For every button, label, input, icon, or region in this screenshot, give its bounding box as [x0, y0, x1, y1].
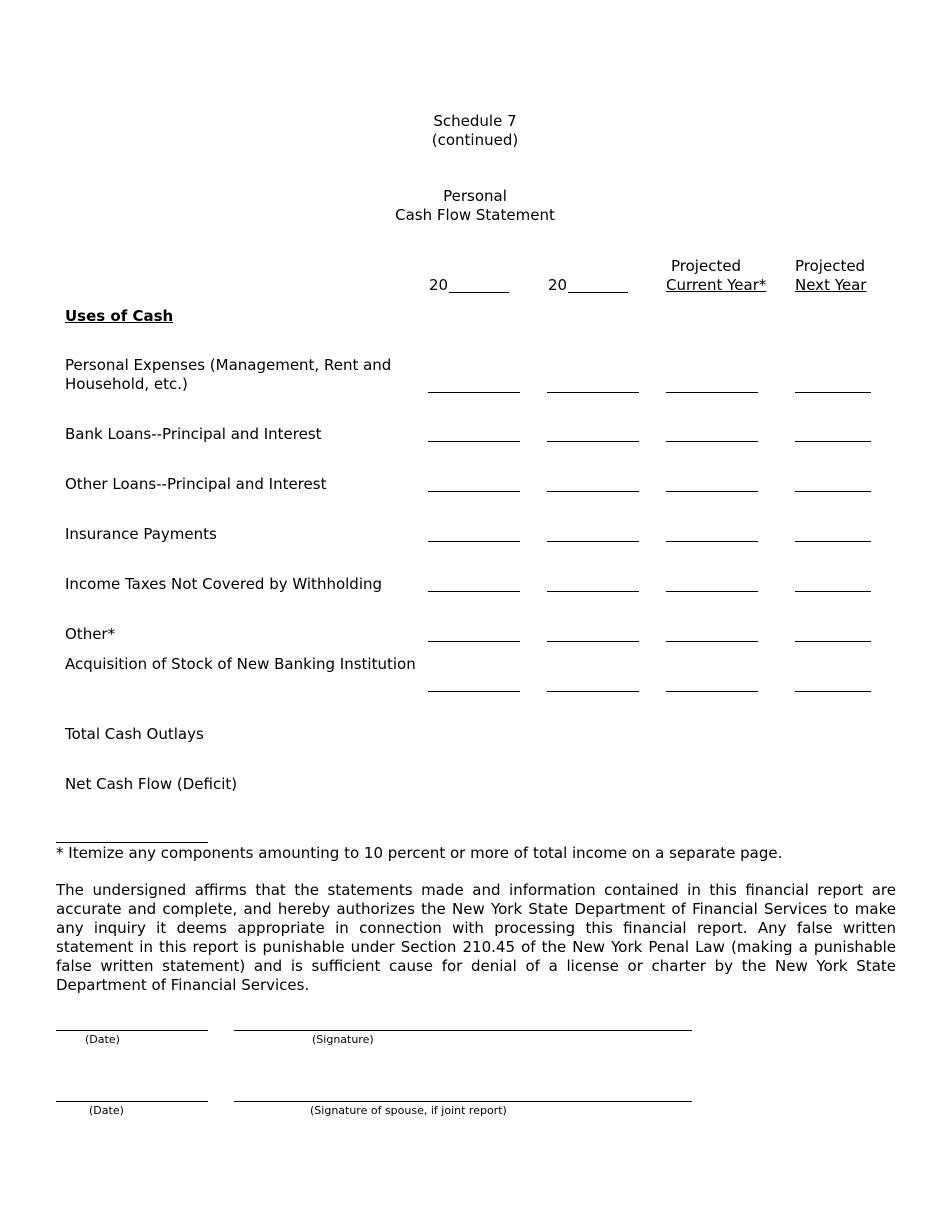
row-label: Other*	[65, 625, 116, 643]
col1-year-blank[interactable]	[449, 292, 509, 293]
total-cash-outlays: Total Cash Outlays	[65, 725, 204, 743]
col2-header: 20	[548, 276, 568, 294]
amount-blank-row4-col4[interactable]	[795, 541, 871, 542]
amount-blank-row6-col3[interactable]	[666, 641, 758, 642]
amount-blank-row5-col2[interactable]	[547, 591, 639, 592]
col2-year-blank[interactable]	[568, 292, 628, 293]
row-label: Acquisition of Stock of New Banking Institution	[65, 655, 416, 673]
amount-blank-row5-col3[interactable]	[666, 591, 758, 592]
net-cash-flow: Net Cash Flow (Deficit)	[65, 775, 238, 793]
row-label: Bank Loans--Principal and Interest	[65, 425, 322, 443]
col4-header-line2: Next Year	[795, 276, 867, 294]
col1-header: 20	[429, 276, 449, 294]
signature-line-2[interactable]	[234, 1101, 692, 1102]
row-label: Other Loans--Principal and Interest	[65, 475, 327, 493]
row-label: Insurance Payments	[65, 525, 217, 543]
footnote: * Itemize any components amounting to 10 percent or more of total income on a separate page.	[56, 844, 783, 862]
date-caption-1: (Date)	[85, 1033, 120, 1046]
amount-blank-row3-col3[interactable]	[666, 491, 758, 492]
signature-line-1[interactable]	[234, 1030, 692, 1031]
row-label: Household, etc.)	[65, 375, 188, 393]
amount-blank-row7-col1[interactable]	[428, 691, 520, 692]
date-caption-2: (Date)	[89, 1104, 124, 1117]
section-heading: Uses of Cash	[65, 307, 174, 325]
row-label: Income Taxes Not Covered by Withholding	[65, 575, 383, 593]
amount-blank-row1-col4[interactable]	[795, 392, 871, 393]
col3-header-line2: Current Year*	[666, 276, 767, 294]
col3-header-line1: Projected	[671, 257, 742, 275]
amount-blank-row6-col2[interactable]	[547, 641, 639, 642]
amount-blank-row1-col3[interactable]	[666, 392, 758, 393]
amount-blank-row7-col4[interactable]	[795, 691, 871, 692]
col4-header-line1: Projected	[795, 257, 866, 275]
amount-blank-row7-col3[interactable]	[666, 691, 758, 692]
title-line1: Personal	[443, 187, 507, 205]
amount-blank-row5-col1[interactable]	[428, 591, 520, 592]
amount-blank-row3-col2[interactable]	[547, 491, 639, 492]
amount-blank-row4-col3[interactable]	[666, 541, 758, 542]
amount-blank-row4-col1[interactable]	[428, 541, 520, 542]
amount-blank-row2-col3[interactable]	[666, 441, 758, 442]
amount-blank-row3-col1[interactable]	[428, 491, 520, 492]
title-line2: Cash Flow Statement	[395, 206, 555, 224]
signature-caption-2: (Signature of spouse, if joint report)	[310, 1104, 507, 1117]
footnote-rule	[56, 842, 208, 843]
schedule-label: Schedule 7	[433, 112, 517, 130]
amount-blank-row6-col1[interactable]	[428, 641, 520, 642]
date-line-1[interactable]	[56, 1030, 208, 1031]
signature-caption-1: (Signature)	[312, 1033, 374, 1046]
amount-blank-row2-col2[interactable]	[547, 441, 639, 442]
amount-blank-row7-col2[interactable]	[547, 691, 639, 692]
amount-blank-row2-col1[interactable]	[428, 441, 520, 442]
amount-blank-row5-col4[interactable]	[795, 591, 871, 592]
affirmation-paragraph: The undersigned affirms that the statements made and information contained in this financial report are accurate and complete, and hereby authorizes the New York State Department of Financial Services to make any inquiry it deems appropriate in connection with processing this financial report. Any false written statement in this report is punishable under Section 210.45 of the New York Penal Law (making a punishable false written statement) and is sufficient cause for denial of a license or charter by the New York State Department of Financial Services.	[56, 881, 896, 994]
row-label: Personal Expenses (Management, Rent and	[65, 356, 392, 374]
date-line-2[interactable]	[56, 1101, 208, 1102]
amount-blank-row1-col2[interactable]	[547, 392, 639, 393]
amount-blank-row1-col1[interactable]	[428, 392, 520, 393]
amount-blank-row4-col2[interactable]	[547, 541, 639, 542]
amount-blank-row6-col4[interactable]	[795, 641, 871, 642]
amount-blank-row3-col4[interactable]	[795, 491, 871, 492]
amount-blank-row2-col4[interactable]	[795, 441, 871, 442]
continued-label: (continued)	[431, 131, 519, 149]
